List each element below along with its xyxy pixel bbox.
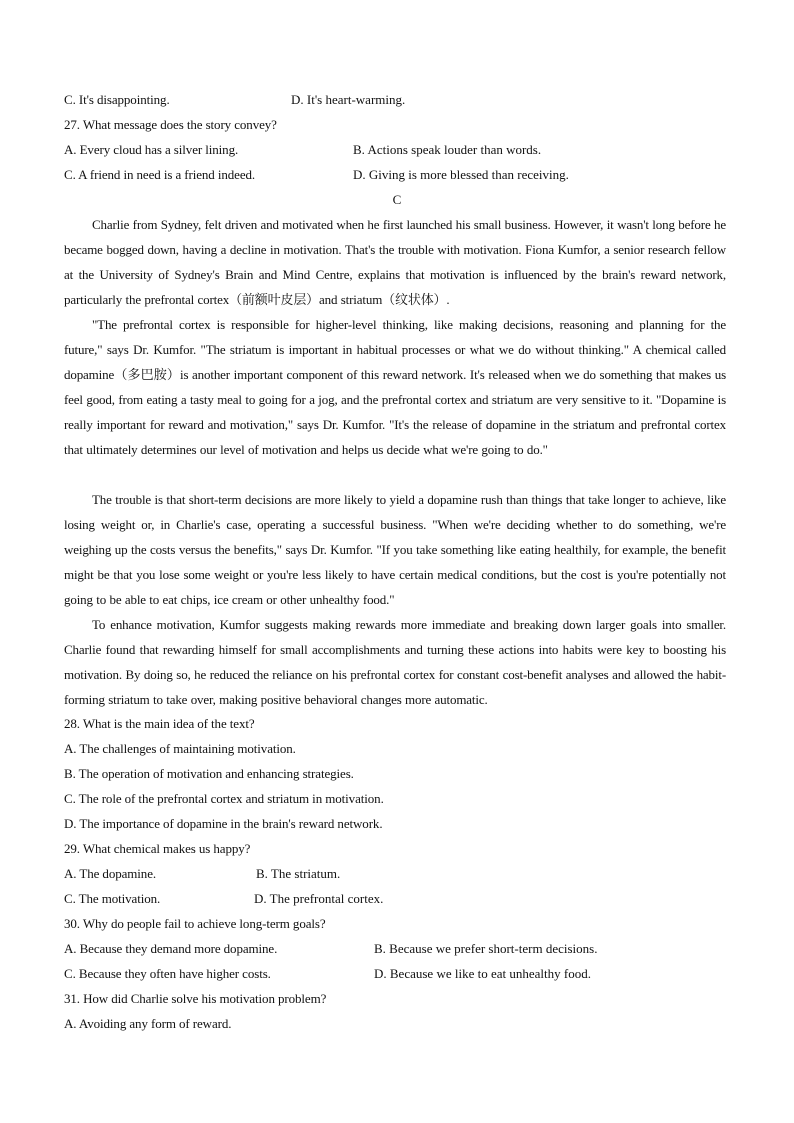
q30-option-c[interactable]: C. Because they often have higher costs. (64, 966, 271, 981)
passage-paragraph-3: The trouble is that short-term decisions are more likely to yield a dopamine rush than things that take longer to achieve, like losing weight or, in Charlie's case, operating a successful business. "When we're deciding whether to do something, we're weighing up the costs versus the benefits," says Dr. Kumfor. "If you take something like eating healthily, for example, the benefit might be that you lose some weight or you're less likely to have certain medical conditions, but the cost is you're potentially not going to be able to eat chips, ice cream or other unhealthy food." (64, 492, 726, 607)
passage-paragraph-2: "The prefrontal cortex is responsible for higher-level thinking, like making decisions, reasoning and planning for the future," says Dr. Kumfor. "The striatum is important in habitual processes or what we do without thinking." A chemical called dopamine（多巴胺）is another important component of this reward network. It's released when we do something that makes us feel good, from eating a tasty meal to going for a jog, and the prefrontal cortex and striatum are very sensitive to it. "Dopamine is really important for reward and motivation," says Dr. Kumfor. "It's the release of dopamine in the striatum and prefrontal cortex that ultimately determines our level of motivation and helps us decide what we're going to do." (64, 317, 726, 457)
q30-option-b[interactable]: B. Because we prefer short-term decisions. (374, 941, 598, 956)
q30-option-d[interactable]: D. Because we like to eat unhealthy food. (374, 966, 591, 981)
q26-option-d[interactable]: D. It's heart-warming. (291, 92, 406, 107)
q29-option-c[interactable]: C. The motivation. (64, 891, 161, 906)
q30-option-a[interactable]: A. Because they demand more dopamine. (64, 941, 278, 956)
passage-paragraph-4: To enhance motivation, Kumfor suggests making rewards more immediate and breaking down larger goals into smaller. Charlie found that rewarding himself for small accomplishments and turning these actions into habits were key to boosting his motivation. By doing so, he reduced the reliance on his prefrontal cortex for constant cost-benefit analyses and allowed the habit-forming striatum to take over, making positive behavioral changes more automatic. (64, 617, 726, 707)
q31-option-a[interactable]: A. Avoiding any form of reward. (64, 1016, 232, 1031)
q27-question: 27. What message does the story convey? (64, 117, 277, 132)
q30-question: 30. Why do people fail to achieve long-term goals? (64, 916, 326, 931)
q27-option-c[interactable]: C. A friend in need is a friend indeed. (64, 167, 256, 182)
q29-option-b[interactable]: B. The striatum. (256, 866, 341, 881)
q27-option-b[interactable]: B. Actions speak louder than words. (353, 142, 542, 157)
q29-option-d[interactable]: D. The prefrontal cortex. (254, 891, 384, 906)
q28-option-a[interactable]: A. The challenges of maintaining motivation. (64, 741, 296, 756)
q27-option-d[interactable]: D. Giving is more blessed than receiving. (353, 167, 569, 182)
q29-option-a[interactable]: A. The dopamine. (64, 866, 157, 881)
section-label: C (392, 192, 402, 207)
passage-paragraph-1: Charlie from Sydney, felt driven and motivated when he first launched his small business. However, it wasn't long before he became bogged down, having a decline in motivation. That's the trouble with motivation. Fiona Kumfor, a senior research fellow at the University of Sydney's Brain and Mind Centre, explains that motivation is influenced by the brain's reward network, particularly the prefrontal cortex（前额叶皮层）and striatum（纹状体）. (64, 217, 726, 307)
q27-option-a[interactable]: A. Every cloud has a silver lining. (64, 142, 239, 157)
q31-question: 31. How did Charlie solve his motivation problem? (64, 991, 327, 1006)
q29-question: 29. What chemical makes us happy? (64, 841, 251, 856)
q28-option-b[interactable]: B. The operation of motivation and enhancing strategies. (64, 766, 354, 781)
q28-option-d[interactable]: D. The importance of dopamine in the brain's reward network. (64, 816, 383, 831)
q28-question: 28. What is the main idea of the text? (64, 716, 255, 731)
q26-option-c[interactable]: C. It's disappointing. (64, 92, 170, 107)
q28-option-c[interactable]: C. The role of the prefrontal cortex and striatum in motivation. (64, 791, 384, 806)
